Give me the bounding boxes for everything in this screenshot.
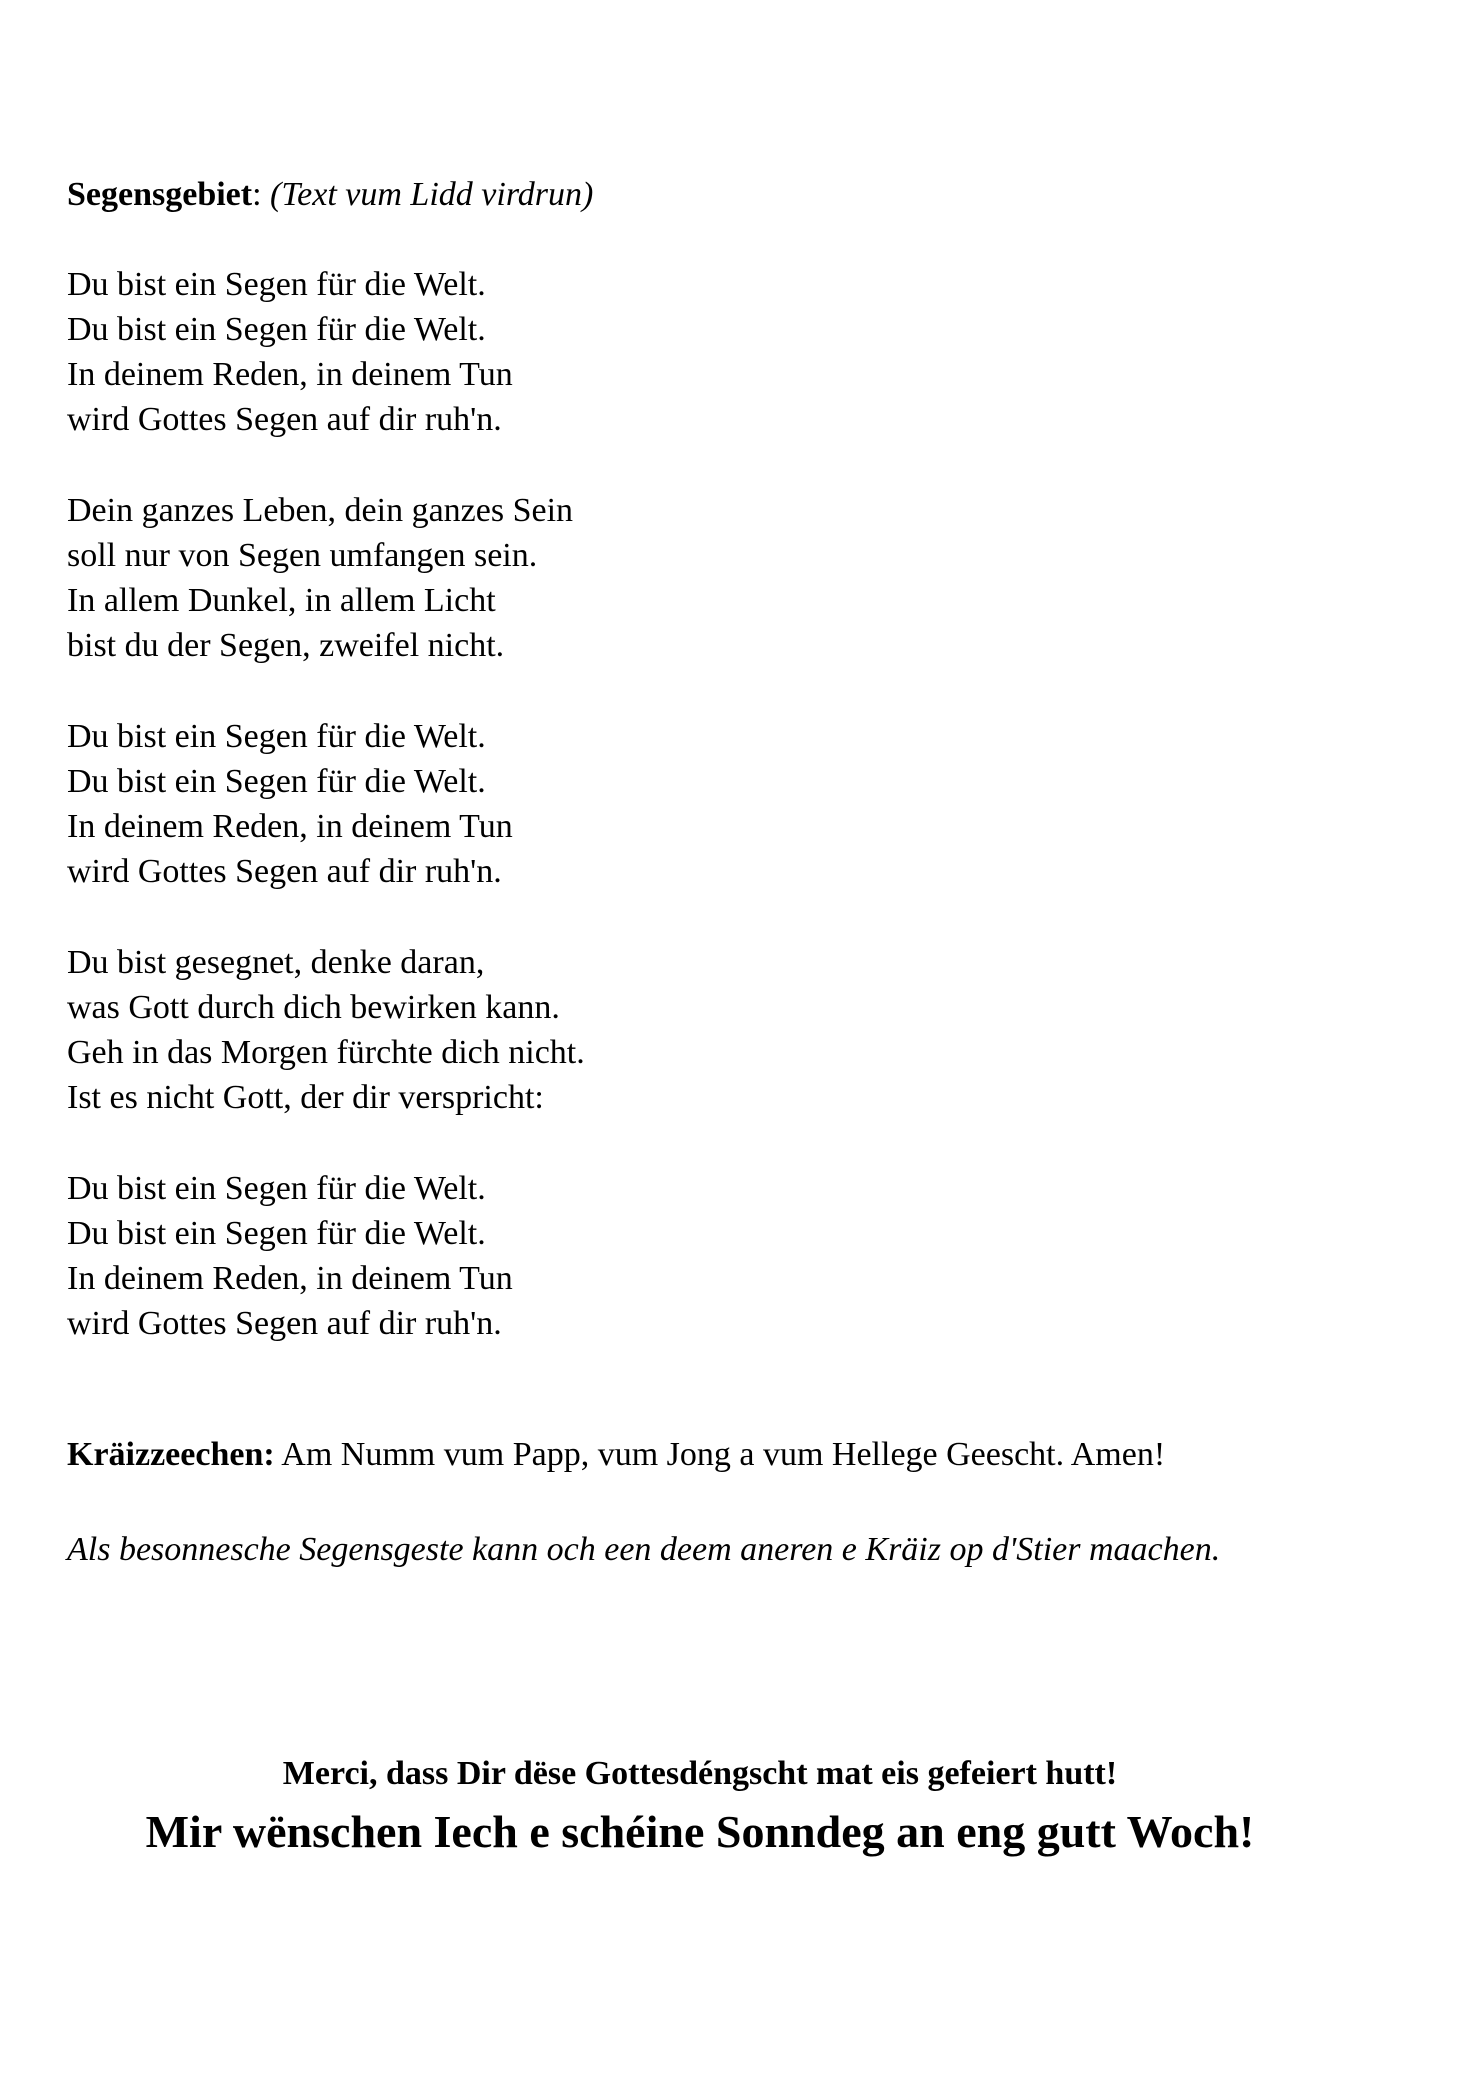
lyric-line: wird Gottes Segen auf dir ruh'n. [67, 853, 502, 890]
blessing-gesture-note: Als besonnesche Segensgeste kann och een deem aneren e Kräiz op d'Stier maachen. [67, 1531, 1221, 1568]
lyric-line: Dein ganzes Leben, dein ganzes Sein [67, 492, 574, 529]
lyric-line: wird Gottes Segen auf dir ruh'n. [67, 1305, 502, 1342]
lyric-line: Du bist ein Segen für die Welt. [67, 311, 486, 348]
stanza-4 [67, 940, 585, 1120]
song-lyrics [67, 262, 585, 1392]
lyric-line: Du bist gesegnet, denke daran, [67, 944, 485, 981]
lyric-line: Du bist ein Segen für die Welt. [67, 763, 486, 800]
heading-label: Segensgebiet [67, 176, 253, 213]
lyric-line: Ist es nicht Gott, der dir verspricht: [67, 1079, 544, 1116]
lyric-line: Du bist ein Segen für die Welt. [67, 1170, 486, 1207]
closing-thanks: Merci, dass Dir dëse Gottesdéngscht mat eis gefeiert hutt! [282, 1755, 1118, 1792]
lyric-line: In deinem Reden, in deinem Tun [67, 808, 513, 845]
lyric-line: Du bist ein Segen für die Welt. [67, 266, 486, 303]
lyric-line: Geh in das Morgen fürchte dich nicht. [67, 1034, 585, 1071]
stanza-2 [67, 488, 585, 668]
stanza-5 [67, 1166, 585, 1346]
lyric-line: Du bist ein Segen für die Welt. [67, 1215, 486, 1252]
stanza-3 [67, 714, 585, 894]
closing-wishes: Mir wënschen Iech e schéine Sonndeg an eng gutt Woch! [145, 1806, 1255, 1857]
heading-separator: : [252, 176, 271, 213]
sign-of-cross-label: Kräizzeechen: [67, 1436, 275, 1473]
lyric-line: soll nur von Segen umfangen sein. [67, 537, 538, 574]
heading-note: (Text vum Lidd virdrun) [270, 176, 594, 213]
lyric-line: was Gott durch dich bewirken kann. [67, 989, 560, 1026]
lyric-line: In deinem Reden, in deinem Tun [67, 1260, 513, 1297]
sign-of-cross [67, 1433, 1165, 1477]
stanza-1 [67, 262, 585, 442]
lyric-line: wird Gottes Segen auf dir ruh'n. [67, 401, 502, 438]
lyric-line: bist du der Segen, zweifel nicht. [67, 627, 505, 664]
sign-of-cross-text: Am Numm vum Papp, vum Jong a vum Hellege Geescht. Amen! [274, 1436, 1166, 1473]
section-heading [67, 173, 593, 217]
lyric-line: In allem Dunkel, in allem Licht [67, 582, 496, 619]
lyric-line: Du bist ein Segen für die Welt. [67, 718, 486, 755]
lyric-line: In deinem Reden, in deinem Tun [67, 356, 513, 393]
